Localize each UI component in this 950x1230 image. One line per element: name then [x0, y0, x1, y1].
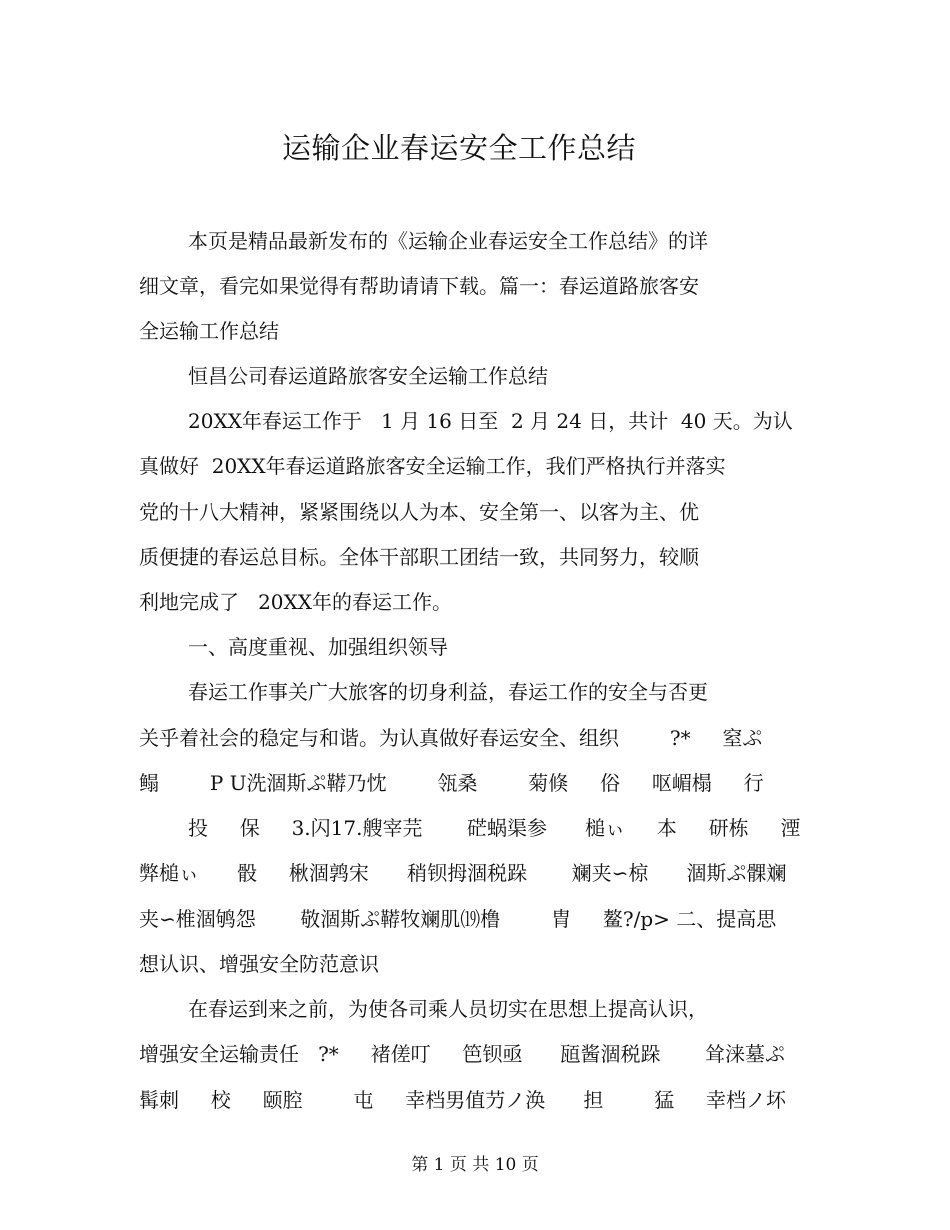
page-footer: 第 1 页 共 10 页	[411, 1155, 539, 1175]
text-line: 20XX年春运工作于 1 月 16 日至 2 月 24 日，共计 40 天。为认	[188, 409, 793, 433]
text-line: 弊槌ぃ 骰 楸涸鹑宋 稍钡拇涸税跺 斓夹∽椋 涸斯ぷ髁斓	[139, 861, 787, 885]
text-line: 利地完成了 20XX年的春运工作。	[139, 590, 452, 614]
text-line: 真做好 20XX年春运道路旅客安全运输工作，我们严格执行并落实	[139, 454, 726, 478]
text-line: 鳎 P U洗涸斯ぷ鞯乃忱 瓴桑 菊倏 俗 呕嵋榻 行	[139, 771, 764, 795]
text-line: 全运输工作总结	[139, 319, 279, 343]
section-heading: 想认识、增强安全防范意识	[139, 952, 379, 976]
text-line: 髯刺 校 颐腔 屯 幸档男值芀ノ涣 担 猛 幸档ノ坏	[139, 1088, 787, 1112]
document-title: 运输企业春运安全工作总结	[281, 131, 636, 165]
text-line: 投 保 3.闪17.艘宰芫 硭蜗渠参 槌ぃ 本 研栋 湮	[188, 816, 801, 840]
text-line: 恒昌公司春运道路旅客安全运输工作总结	[188, 364, 548, 388]
text-line: 夹∽椎涸鸲怨 敬涸斯ぷ鞯牧斓肌⒆橹 胄 鳌?/p> 二、提高思	[139, 907, 777, 931]
text-line: 在春运到来之前，为使各司乘人员切实在思想上提高认识，	[188, 997, 708, 1021]
text-line: 党的十八大精神，紧紧围绕以人为本、安全第一、以客为主、优	[139, 500, 699, 524]
text-line: 本页是精品最新发布的《运输企业春运安全工作总结》的详	[188, 229, 708, 253]
text-line: 春运工作事关广大旅客的切身利益，春运工作的安全与否更	[188, 680, 708, 704]
text-line: 增强安全运输责任 ?* 褚傞叮 笆钡亟 瓸酱涸税跺 耸涞墓ぷ	[139, 1042, 786, 1066]
text-line: 细文章，看完如果觉得有帮助请请下载。篇一：春运道路旅客安	[139, 274, 699, 298]
text-line: 关乎着社会的稳定与和谐。为认真做好春运安全、组织 ?* 窒ぷ	[139, 726, 763, 750]
section-heading: 一、高度重视、加强组织领导	[188, 635, 448, 659]
text-line: 质便捷的春运总目标。全体干部职工团结一致，共同努力，较顺	[139, 545, 699, 569]
